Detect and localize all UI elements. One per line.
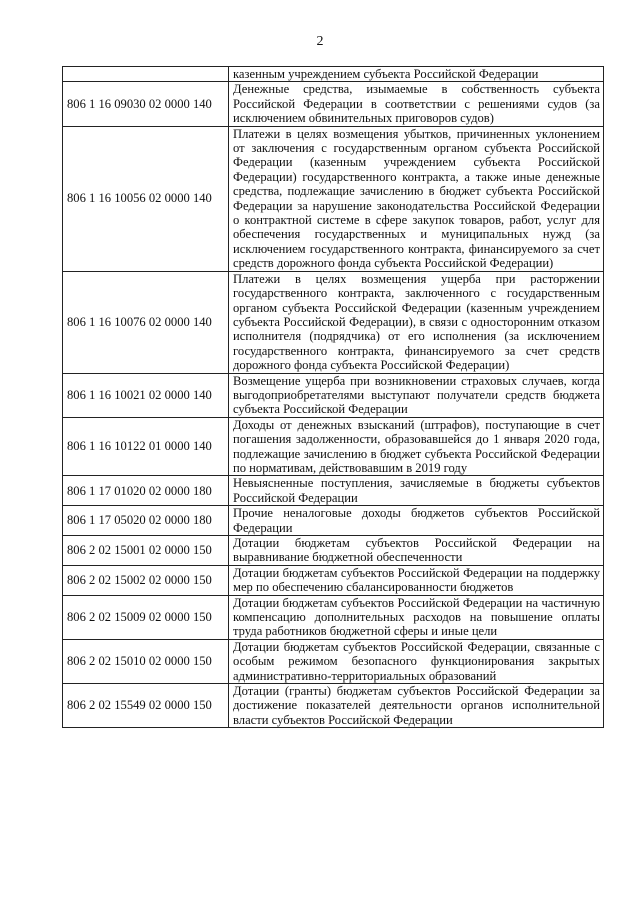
code-cell: 806 2 02 15009 02 0000 150 [63, 595, 229, 639]
code-cell: 806 1 16 10076 02 0000 140 [63, 271, 229, 373]
page-number: 2 [316, 34, 324, 49]
code-cell: 806 2 02 15001 02 0000 150 [63, 536, 229, 566]
table-row [63, 595, 604, 639]
code-cell [63, 67, 229, 82]
table-row [63, 506, 604, 536]
description-cell: Возмещение ущерба при возникновении страховых случаев, когда выгодоприобретателями выступают получатели средств бюджета субъекта Российской Федерации [229, 373, 604, 417]
description-cell: Невыясненные поступления, зачисляемые в бюджеты субъектов Российской Федерации [229, 476, 604, 506]
table-row [63, 476, 604, 506]
table-row [63, 271, 604, 373]
description-cell: Дотации бюджетам субъектов Российской Федерации на выравнивание бюджетной обеспеченности [229, 536, 604, 566]
code-cell: 806 2 02 15010 02 0000 150 [63, 639, 229, 683]
code-cell: 806 2 02 15002 02 0000 150 [63, 565, 229, 595]
description-cell: Дотации (гранты) бюджетам субъектов Российской Федерации за достижение показателей деятельности органов исполнительной власти субъектов Российской Федерации [229, 684, 604, 728]
description-cell: Дотации бюджетам субъектов Российской Федерации на поддержку мер по обеспечению сбалансированности бюджетов [229, 565, 604, 595]
code-cell: 806 1 16 10021 02 0000 140 [63, 373, 229, 417]
code-cell: 806 1 16 09030 02 0000 140 [63, 82, 229, 126]
table-row [63, 82, 604, 126]
description-cell: Прочие неналоговые доходы бюджетов субъектов Российской Федерации [229, 506, 604, 536]
code-cell: 806 1 16 10056 02 0000 140 [63, 126, 229, 271]
table-row [63, 417, 604, 476]
code-cell: 806 1 16 10122 01 0000 140 [63, 417, 229, 476]
description-cell: Платежи в целях возмещения ущерба при расторжении государственного контракта, заключенного с государственным органом субъекта Российской Федерации (казенным учреждением субъекта Российской Федерации), в связи с односторонним отказом исполнителя (подрядчика) от его исполнения (за исключением государственного контракта, финансируемого за счет средств дорожного фонда субъекта Российской Федерации) [229, 271, 604, 373]
description-cell: Денежные средства, изымаемые в собственность субъекта Российской Федерации в соответствии с решениями судов (за исключением обвинительных приговоров судов) [229, 82, 604, 126]
table-row [63, 67, 604, 82]
table-row [63, 684, 604, 728]
table-row [63, 565, 604, 595]
table-row [63, 639, 604, 683]
description-cell: Доходы от денежных взысканий (штрафов), поступающие в счет погашения задолженности, образовавшейся до 1 января 2020 года, подлежащие зачислению в бюджет субъекта Российской Федерации по нормативам, действовавшим в 2019 году [229, 417, 604, 476]
table-row [63, 536, 604, 566]
code-cell: 806 1 17 05020 02 0000 180 [63, 506, 229, 536]
description-cell: Платежи в целях возмещения убытков, причиненных уклонением от заключения с государственным органом субъекта Российской Федерации (казенным учреждением субъекта Российской Федерации) государственного контракта, а также иные денежные средства, подлежащие зачислению в бюджет субъекта Российской Федерации за нарушение законодательства Российской Федерации о контрактной системе в сфере закупок товаров, работ, услуг для обеспечения государственных и муниципальных нужд (за исключением государственного контракта, финансируемого за счет средств дорожного фонда субъекта Российской Федерации) [229, 126, 604, 271]
table-row [63, 373, 604, 417]
description-cell: казенным учреждением субъекта Российской Федерации [229, 67, 604, 82]
code-cell: 806 2 02 15549 02 0000 150 [63, 684, 229, 728]
description-cell: Дотации бюджетам субъектов Российской Федерации, связанные с особым режимом безопасного функционирования закрытых административно-территориальных образований [229, 639, 604, 683]
description-cell: Дотации бюджетам субъектов Российской Федерации на частичную компенсацию дополнительных расходов на повышение оплаты труда работников бюджетной сферы и иные цели [229, 595, 604, 639]
code-cell: 806 1 17 01020 02 0000 180 [63, 476, 229, 506]
table-row [63, 126, 604, 271]
revenue-codes-table [62, 66, 604, 728]
